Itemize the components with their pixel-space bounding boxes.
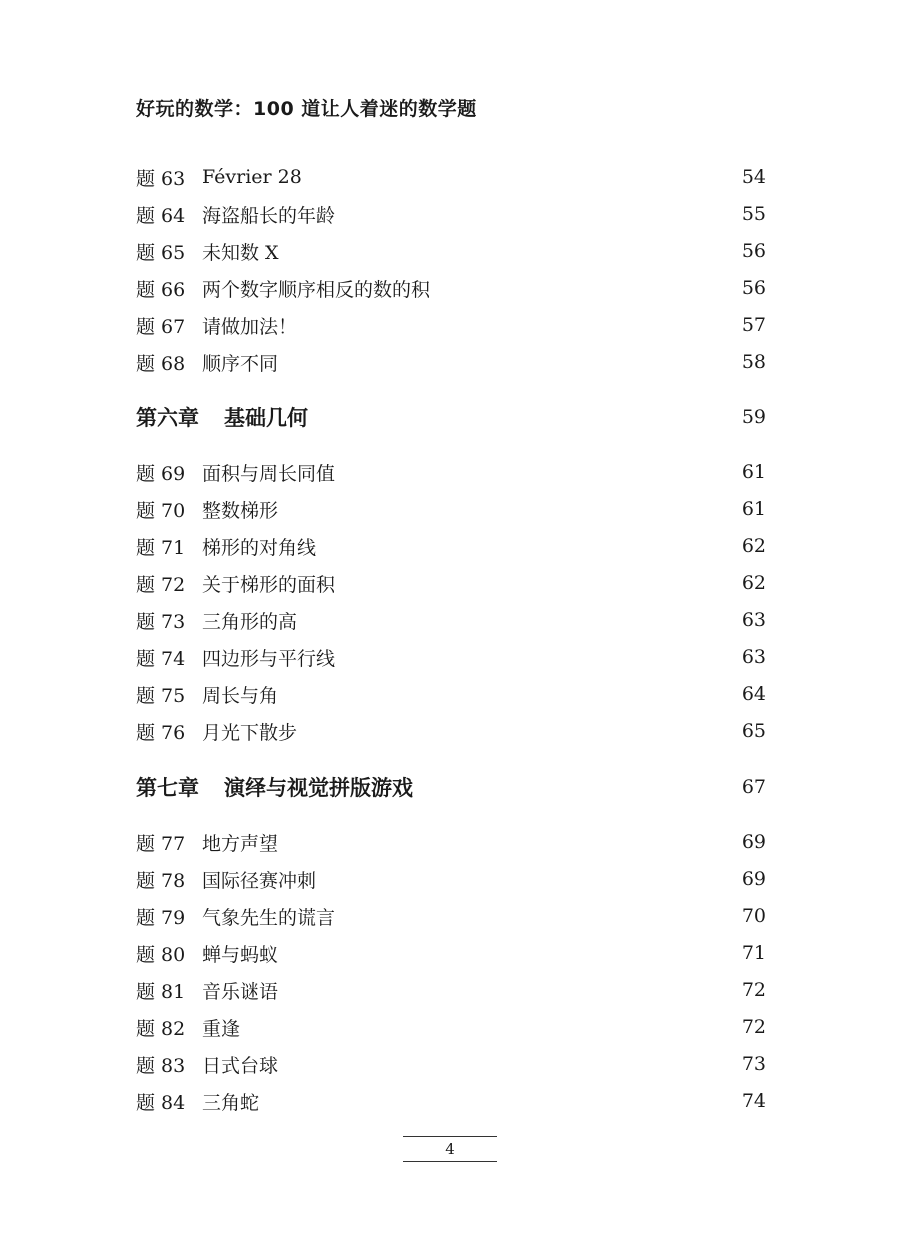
problem-title: 关于梯形的面积 bbox=[202, 573, 336, 596]
problem-number: 题 65 bbox=[136, 241, 186, 264]
problem-number: 题 80 bbox=[136, 943, 186, 966]
problem-number: 题 73 bbox=[136, 610, 186, 633]
page-number: 63 bbox=[741, 609, 766, 631]
problem-title: 梯形的对角线 bbox=[202, 536, 317, 559]
problem-title: 两个数字顺序相反的数的积 bbox=[202, 278, 431, 301]
problem-title: 三角蛇 bbox=[202, 1091, 260, 1114]
problem-number: 题 79 bbox=[136, 906, 186, 929]
page-number: 67 bbox=[741, 776, 766, 798]
toc-entry[interactable] bbox=[136, 457, 766, 487]
page-number: 62 bbox=[741, 572, 766, 594]
problem-title: 整数梯形 bbox=[202, 499, 279, 522]
problem-number: 题 70 bbox=[136, 499, 186, 522]
page-number: 57 bbox=[741, 314, 766, 336]
page-number: 70 bbox=[741, 905, 766, 927]
toc-entry[interactable] bbox=[136, 531, 766, 561]
toc-entry[interactable] bbox=[136, 679, 766, 709]
problem-title: 面积与周长同值 bbox=[202, 462, 336, 485]
chapter-label: 第七章 bbox=[136, 776, 199, 800]
problem-number: 题 77 bbox=[136, 832, 186, 855]
chapter-title: 演绎与视觉拼版游戏 bbox=[224, 776, 413, 800]
problem-number: 题 64 bbox=[136, 204, 186, 227]
problem-number: 题 74 bbox=[136, 647, 186, 670]
page-number: 61 bbox=[741, 461, 766, 483]
problem-number: 题 68 bbox=[136, 352, 186, 375]
page-number: 74 bbox=[741, 1090, 766, 1112]
problem-title: 三角形的高 bbox=[202, 610, 298, 633]
toc-entry[interactable] bbox=[136, 1049, 766, 1079]
problem-title: 日式台球 bbox=[202, 1054, 279, 1077]
page-number: 63 bbox=[741, 646, 766, 668]
problem-title: 重逢 bbox=[202, 1017, 241, 1040]
page-number: 73 bbox=[741, 1053, 766, 1075]
problem-title: 四边形与平行线 bbox=[202, 647, 336, 670]
page-number: 72 bbox=[741, 1016, 766, 1038]
page-number: 69 bbox=[741, 868, 766, 890]
toc-entry[interactable] bbox=[136, 162, 766, 192]
toc-entry[interactable] bbox=[136, 236, 766, 266]
page-number: 61 bbox=[741, 498, 766, 520]
toc-entry[interactable] bbox=[136, 1086, 766, 1116]
toc-entry[interactable] bbox=[136, 716, 766, 746]
page-number: 54 bbox=[741, 166, 766, 188]
chapter-heading-6[interactable] bbox=[136, 400, 766, 434]
toc-entry[interactable] bbox=[136, 494, 766, 524]
toc-entry[interactable] bbox=[136, 975, 766, 1005]
problem-number: 题 78 bbox=[136, 869, 186, 892]
running-header-book-title: 好玩的数学：100 道让人着迷的数学题 bbox=[136, 98, 477, 120]
problem-number: 题 75 bbox=[136, 684, 186, 707]
problem-number: 题 84 bbox=[136, 1091, 186, 1114]
toc-entry[interactable] bbox=[136, 901, 766, 931]
problem-number: 题 67 bbox=[136, 315, 186, 338]
problem-title: 月光下散步 bbox=[202, 721, 298, 744]
footer-rule-top bbox=[403, 1136, 497, 1137]
toc-entry[interactable] bbox=[136, 864, 766, 894]
page-number: 69 bbox=[741, 831, 766, 853]
problem-title: 周长与角 bbox=[202, 684, 279, 707]
toc-entry[interactable] bbox=[136, 827, 766, 857]
toc-entry[interactable] bbox=[136, 1012, 766, 1042]
page-number: 56 bbox=[741, 240, 766, 262]
page-number: 58 bbox=[741, 351, 766, 373]
page-number: 65 bbox=[741, 720, 766, 742]
problem-title: 未知数 X bbox=[202, 241, 279, 264]
problem-title: 海盗船长的年龄 bbox=[202, 204, 336, 227]
problem-title: 地方声望 bbox=[202, 832, 279, 855]
chapter-label: 第六章 bbox=[136, 406, 199, 430]
problem-number: 题 72 bbox=[136, 573, 186, 596]
toc-entry[interactable] bbox=[136, 273, 766, 303]
toc-entry[interactable] bbox=[136, 568, 766, 598]
toc-entry[interactable] bbox=[136, 605, 766, 635]
page-number: 55 bbox=[741, 203, 766, 225]
problem-number: 题 76 bbox=[136, 721, 186, 744]
problem-title: 音乐谜语 bbox=[202, 980, 279, 1003]
problem-title: 气象先生的谎言 bbox=[202, 906, 336, 929]
toc-entry[interactable] bbox=[136, 642, 766, 672]
problem-number: 题 71 bbox=[136, 536, 186, 559]
footer-page-number: 4 bbox=[445, 1140, 455, 1158]
chapter-title: 基础几何 bbox=[224, 406, 308, 430]
page-number: 71 bbox=[741, 942, 766, 964]
page-number: 56 bbox=[741, 277, 766, 299]
problem-title: Février 28 bbox=[202, 166, 302, 188]
page-number: 59 bbox=[741, 406, 766, 428]
toc-entry[interactable] bbox=[136, 310, 766, 340]
problem-number: 题 81 bbox=[136, 980, 186, 1003]
problem-title: 请做加法！ bbox=[202, 315, 298, 338]
toc-entry[interactable] bbox=[136, 199, 766, 229]
problem-number: 题 69 bbox=[136, 462, 186, 485]
page-number: 62 bbox=[741, 535, 766, 557]
problem-title: 顺序不同 bbox=[202, 352, 279, 375]
problem-number: 题 83 bbox=[136, 1054, 186, 1077]
toc-entry[interactable] bbox=[136, 347, 766, 377]
page-number: 64 bbox=[741, 683, 766, 705]
problem-number: 题 63 bbox=[136, 167, 186, 190]
problem-title: 蝉与蚂蚁 bbox=[202, 943, 279, 966]
chapter-heading-7[interactable] bbox=[136, 770, 766, 804]
problem-title: 国际径赛冲刺 bbox=[202, 869, 317, 892]
toc-entry[interactable] bbox=[136, 938, 766, 968]
problem-number: 题 82 bbox=[136, 1017, 186, 1040]
problem-number: 题 66 bbox=[136, 278, 186, 301]
footer-rule-bottom bbox=[403, 1161, 497, 1162]
page-number: 72 bbox=[741, 979, 766, 1001]
